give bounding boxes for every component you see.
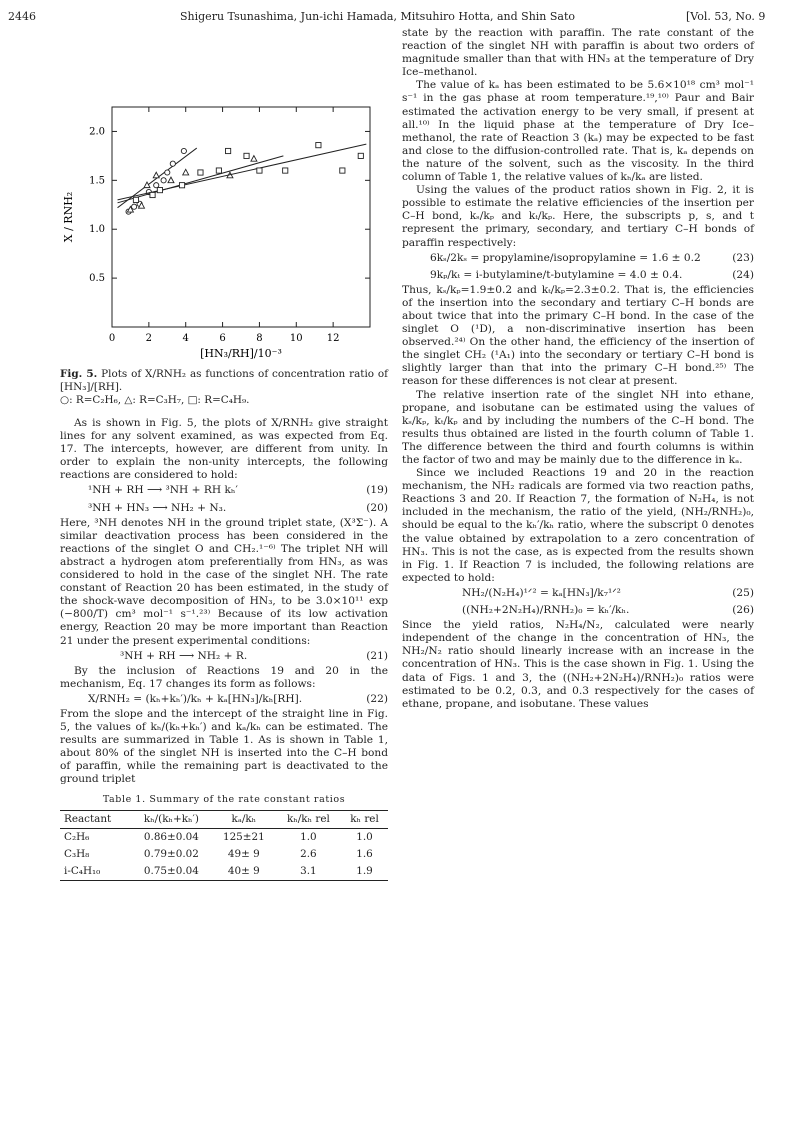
equation-22 bbox=[60, 691, 388, 708]
data-point-square bbox=[179, 183, 184, 188]
data-point-square bbox=[198, 170, 203, 175]
table-header: kₕ/(kₕ+kₕ′) bbox=[131, 810, 212, 828]
equation: ³NH + RH ⟶ NH₂ + R. bbox=[120, 649, 248, 662]
data-point-circle bbox=[165, 170, 170, 175]
table-header: Reactant bbox=[60, 810, 131, 828]
paragraph: Thus, kₛ/kₚ=1.9±0.2 and kₜ/kₚ=2.3±0.2. That is, the efficiencies of the insertion into the secondary and tertiary C–H bonds are about twice that into the primary C–H bond. In the case of the singlet O (¹D), a non-discriminative insertion has been observed.²⁴⁾ On the other hand, the efficiency of the insertion of the singlet CH₂ (¹A₁) into the secondary or tertiary C–H bond is slightly larger than that into the primary C–H bond.²⁵⁾ The reason for these differences is not clear at present. bbox=[402, 283, 754, 388]
equation-number: (21) bbox=[366, 649, 388, 662]
equation-number: (26) bbox=[732, 604, 754, 617]
table-cell: 1.6 bbox=[356, 847, 373, 860]
table-cell: i-C₄H₁₀ bbox=[60, 863, 131, 881]
x-tick-label: 8 bbox=[256, 333, 263, 344]
table-row bbox=[60, 863, 388, 881]
table-cell: 0.79±0.02 bbox=[143, 847, 199, 860]
figure-5-caption bbox=[60, 368, 388, 407]
data-point-triangle bbox=[251, 156, 257, 162]
equation-number: (25) bbox=[732, 586, 754, 599]
data-point-triangle bbox=[183, 169, 189, 175]
equation-23 bbox=[402, 250, 754, 267]
equation-20 bbox=[60, 500, 388, 517]
data-point-triangle bbox=[168, 177, 174, 183]
data-point-square bbox=[283, 168, 288, 173]
equation: NH₂/(N₂H₄)¹ᐟ² = kₐ[HN₃]/k₇¹ᐟ² bbox=[462, 586, 621, 599]
equation: ((NH₂+2N₂H₄)/RNH₂)₀ = kₕ′/kₕ. bbox=[462, 604, 630, 617]
paragraph: Here, ³NH denotes NH in the ground triplet state, (X³Σ⁻). A similar deactivation process has been considered in the reactions of the singlet O and CH₂.¹⁻⁶⁾ The triplet NH will abstract a hydrogen atom preferentially from HN₃, as was considered to hold in the case of the singlet NH. The rate constant of Reaction 20 has been estimated, in the study of the shock-wave decomposition of HN₃, to be 3.0×10¹¹ exp (−800/T) cm³ mol⁻¹ s⁻¹.²³⁾ Because of its low activation energy, Reaction 20 may be more important than Reaction 21 under the present experimental conditions: bbox=[60, 516, 388, 647]
equation: 9kₚ/kₜ = i-butylamine/t-butylamine = 4.0 ± 0.4. bbox=[430, 268, 683, 281]
data-point-square bbox=[216, 168, 221, 173]
table-header: kₐ/kₕ bbox=[212, 810, 276, 828]
data-point-square bbox=[150, 192, 155, 197]
figure-label: Fig. 5. bbox=[60, 368, 98, 380]
data-point-circle bbox=[154, 183, 159, 188]
table-cell: 3.1 bbox=[276, 863, 341, 881]
data-point-triangle bbox=[144, 182, 150, 188]
table-1 bbox=[60, 810, 388, 881]
table-cell: 49± 9 bbox=[227, 847, 260, 860]
data-point-square bbox=[226, 148, 231, 153]
y-tick-label: 1.5 bbox=[89, 175, 105, 187]
y-tick-label: 0.5 bbox=[89, 273, 105, 285]
table-cell: 125±21 bbox=[222, 830, 265, 843]
table-header: kₕ/kₕ rel bbox=[276, 810, 341, 828]
x-tick-label: 10 bbox=[289, 333, 303, 344]
paragraph: Using the values of the product ratios shown in Fig. 2, it is possible to estimate the relative efficiencies of the insertion per C–H bond, kₛ/kₚ and kₜ/kₚ. Here, the subscripts p, s, and t represent the primary, secondary, and tertiary C–H bonds of paraffin respectively: bbox=[402, 184, 754, 249]
right-column bbox=[402, 27, 754, 711]
y-tick-label: 1.0 bbox=[89, 224, 105, 236]
table-cell: 1.0 bbox=[356, 830, 373, 843]
table-cell: C₂H₆ bbox=[64, 830, 90, 843]
table-cell: C₃H₈ bbox=[64, 847, 90, 860]
paragraph: From the slope and the intercept of the straight line in Fig. 5, the values of kₕ/(kₕ+kₕ′) and kₐ/kₕ can be estimated. The results are summarized in Table 1. As is shown in Table 1, about 80% of the singlet NH is inserted into the C–H bond of paraffin, while the remaining part is deactivated to the ground triplet bbox=[60, 707, 388, 786]
table-cell: 0.75±0.04 bbox=[131, 863, 212, 881]
table-header-row bbox=[60, 810, 388, 828]
paragraph: Since we included Reactions 19 and 20 in the reaction mechanism, the NH₂ radicals are formed via two reaction paths, Reactions 3 and 20. If Reaction 7, the formation of N₂H₄, is not included in the mechanism, the ratio of the yield, (NH₂/RNH₂)₀, should be equal to the kₕ′/kₕ ratio, where the subscript 0 denotes the value obtained by extrapolation to a zero concentration of HN₃. This is not the case, as is expected from the results shown in Fig. 1. If Reaction 7 is included, the following relations are expected to hold: bbox=[402, 467, 754, 584]
equation-19 bbox=[60, 482, 388, 499]
equation-number: (24) bbox=[732, 268, 754, 281]
x-tick-label: 6 bbox=[219, 333, 226, 344]
data-point-triangle bbox=[153, 172, 159, 178]
table-1-title: Table 1. Summary of the rate constant ratios bbox=[102, 793, 346, 805]
data-point-circle bbox=[170, 161, 175, 166]
data-point-square bbox=[316, 143, 321, 148]
data-point-circle bbox=[181, 148, 186, 153]
y-tick-label: 2.0 bbox=[89, 126, 105, 138]
equation-number: (23) bbox=[732, 251, 754, 264]
data-point-square bbox=[358, 153, 363, 158]
figure-caption-text: Plots of X/RNH₂ as functions of concentration ratio of [HN₃]/[RH]. bbox=[60, 368, 389, 393]
equation: ³NH + HN₃ ⟶ NH₂ + N₃. bbox=[88, 501, 227, 514]
data-point-square bbox=[157, 188, 162, 193]
x-axis-label: [HN₃/RH]/10⁻³ bbox=[200, 347, 282, 360]
table-cell: 2.6 bbox=[300, 847, 317, 860]
data-point-square bbox=[340, 168, 345, 173]
paragraph: The relative insertion rate of the singlet NH into ethane, propane, and isobutane can be estimated using the values of kₛ/kₚ, kₜ/kₚ and by including the numbers of the C–H bond. The results thus obtained are listed in the fourth column of Table 1. The difference between the third and fourth columns is within the factor of two and may be mainly due to the difference in kₐ. bbox=[402, 388, 754, 466]
running-header-authors: Shigeru Tsunashima, Jun-ichi Hamada, Mitsuhiro Hotta, and Shin Sato bbox=[180, 10, 576, 23]
data-point-square bbox=[244, 153, 249, 158]
paragraph: By the inclusion of Reactions 19 and 20 in the mechanism, Eq. 17 changes its form as follows: bbox=[60, 664, 388, 690]
data-point-square bbox=[133, 197, 138, 202]
running-header-volume: [Vol. 53, No. 9 bbox=[686, 10, 766, 23]
figure-legend-text: ○: R=C₂H₆, △: R=C₃H₇, □: R=C₄H₉. bbox=[60, 394, 250, 406]
equation-21 bbox=[60, 648, 388, 665]
table-header: kₕ rel bbox=[341, 810, 388, 828]
table-cell: 1.0 bbox=[300, 830, 317, 843]
table-cell: 40± 9 bbox=[212, 863, 276, 881]
data-point-square bbox=[257, 168, 262, 173]
paragraph: The value of kₐ has been estimated to be 5.6×10¹⁸ cm³ mol⁻¹ s⁻¹ in the gas phase at room temperature.¹⁹,¹⁰⁾ Paur and Bair estimated the activation energy to be very small, if present at all.¹⁰⁾ In the liquid phase at the temperature of Dry Ice–methanol, the rate of Reaction 3 (kₐ) may be expected to be fast and close to the diffusion-controlled rate. That is, kₐ depends on the nature of the solvent, such as the viscosity. In the third column of Table 1, the relative values of kₕ/kₐ are listed. bbox=[402, 79, 754, 184]
equation-number: (22) bbox=[366, 692, 388, 705]
table-row bbox=[60, 846, 388, 863]
paragraph: Since the yield ratios, N₂H₄/N₂, calculated were nearly independent of the change in the concentration of HN₃, the NH₂/N₂ ratio should linearly increase with an increase in the concentration of HN₃. This is the case shown in Fig. 1. Using the data of Figs. 1 and 3, the ((NH₂+2N₂H₄)/RNH₂)₀ ratios were estimated to be 0.2, 0.3, and 0.3 respectively for the cases of ethane, propane, and isobutane. These values bbox=[402, 619, 754, 710]
table-cell: 0.86±0.04 bbox=[143, 830, 199, 843]
equation-24 bbox=[402, 267, 754, 284]
data-point-circle bbox=[161, 178, 166, 183]
x-tick-label: 2 bbox=[145, 333, 153, 344]
equation-number: (20) bbox=[366, 501, 388, 514]
equation: 6kₛ/2kₛ = propylamine/isopropylamine = 1.6 ± 0.2 bbox=[430, 251, 701, 264]
data-point-circle bbox=[132, 204, 137, 209]
left-column bbox=[60, 368, 388, 881]
x-tick-label: 4 bbox=[182, 333, 189, 344]
table-row bbox=[60, 828, 388, 846]
page-number: 2446 bbox=[8, 10, 36, 23]
equation: ¹NH + RH ⟶ ³NH + RH kₕ′ bbox=[88, 484, 238, 497]
equation-25 bbox=[402, 585, 754, 602]
plot-frame bbox=[112, 107, 370, 327]
x-tick-label: 12 bbox=[326, 333, 340, 344]
equation: X/RNH₂ = (kₕ+kₕ′)/kₕ + kₐ[HN₃]/kₕ[RH]. bbox=[88, 692, 303, 705]
fit-line bbox=[118, 144, 367, 200]
figure-5-chart bbox=[50, 95, 395, 365]
equation-number: (19) bbox=[366, 484, 388, 497]
paragraph: state by the reaction with paraffin. The rate constant of the reaction of the singlet NH with paraffin is about two orders of magnitude smaller than that with HN₃ at the temperature of Dry Ice–methanol. bbox=[402, 27, 754, 79]
table-cell: 1.9 bbox=[341, 863, 388, 881]
x-tick-label: 0 bbox=[108, 333, 116, 344]
y-axis-label: X / RNH₂ bbox=[62, 191, 75, 243]
paragraph: As is shown in Fig. 5, the plots of X/RNH₂ give straight lines for any solvent examined, as was expected from Eq. 17. The intercepts, however, are different from unity. In order to explain the non-unity intercepts, the following reactions are considered to hold: bbox=[60, 417, 388, 482]
fit-line bbox=[118, 156, 284, 203]
equation-26 bbox=[402, 602, 754, 619]
